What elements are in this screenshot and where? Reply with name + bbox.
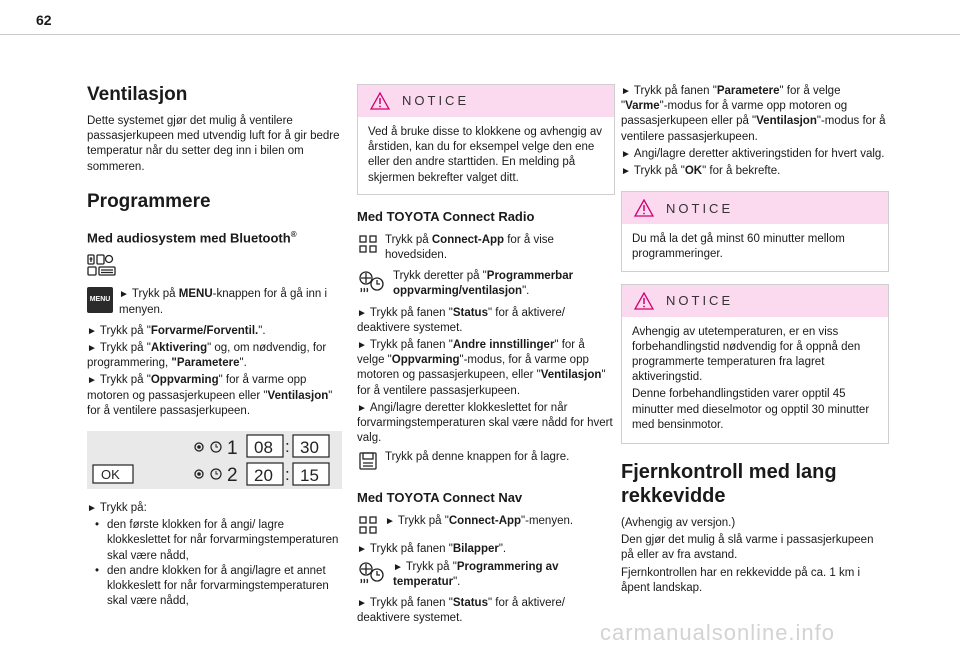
watermark: carmanualsonline.info (600, 620, 836, 645)
step-aktivering: ► Trykk på "Aktivering" og, om nødvendig, for programmering, "Parametere". (87, 341, 327, 370)
nav-step-1: ► Trykk på "Connect-App"-menyen. (357, 514, 615, 536)
svg-text::: : (285, 436, 290, 456)
svg-text::: : (285, 464, 290, 484)
bullet-first-clock: • den første klokken for å angi/ lagre klokkeslettet for når forvarmingstemperaturen skal være nådd, (91, 518, 342, 564)
step-forvarme: ► Trykk på "Forvarme/Forventil.". (87, 324, 266, 337)
heading-connect-radio: Med TOYOTA Connect Radio (357, 208, 535, 224)
clock1-number: 1 (227, 437, 238, 459)
column-1 (87, 72, 342, 609)
notice-title: NOTICE (402, 93, 470, 109)
para-ventilasjon: Dette systemet gjør det mulig å ventilere passasjerkupeen med utvendig luft for å gir bedre temperatur når du setter deg inn i bilen om sommeren. (87, 115, 340, 173)
nav-step-4: ► Trykk på fanen "Status" for å aktivere/ deaktivere systemet. (357, 597, 565, 625)
notice-body: Avhengig av utetemperaturen, er en viss forbehandlingstid nødvendig for å oppnå den programmerte temperaturen fra lagret aktiveringstid. Denne forbehandlingstiden varer opptil 45 minutter med dieselmotor og opptil 30 minutter med bensinmotor. (632, 325, 870, 431)
warning-icon (634, 199, 654, 217)
warning-icon (634, 292, 654, 310)
clock-settings-panel (87, 431, 342, 489)
nav-step-2: ► Trykk på fanen "Bilapper". (357, 543, 507, 556)
menu-button-icon: MENU (87, 287, 113, 313)
step-trykk-pa: ► Trykk på: (87, 501, 147, 514)
radio-step-4: ► Trykk på fanen "Andre innstillinger" for å velge "Oppvarming"-modus, for å varme opp motoren og passasjerkupeen, eller "Ventilasjon" for å ventilere passasjerkupeen. (357, 339, 606, 397)
heading-connect-nav: Med TOYOTA Connect Nav (357, 490, 523, 506)
apps-grid-icon (357, 233, 379, 255)
heading-remote-control: Fjernkontroll med lang rekkevidde (621, 461, 837, 508)
heading-programmere: Programmere (87, 190, 211, 212)
remote-range: Fjernkontrollen har en rekkevidde på ca. 1 km i åpent landskap. (621, 566, 861, 594)
heading-audio-bluetooth: Med audiosystem med Bluetooth® (87, 229, 297, 246)
notice-box-2 (621, 191, 889, 271)
save-icon (357, 450, 379, 472)
clock1-hour: 08 (254, 437, 273, 457)
notice-body: Ved å bruke disse to klokkene og avhengig av årstiden, kan du for eksempel velge den ene eller den andre starttiden. En melding på skjermen bekrefter valget ditt. (368, 126, 602, 184)
notice-title: NOTICE (666, 200, 734, 216)
heating-timer-icon (357, 560, 387, 586)
notice-box-3 (621, 284, 889, 444)
top-divider (0, 34, 960, 35)
clock1-minute: 30 (300, 437, 319, 457)
column-2 (357, 84, 615, 628)
clock2-number: 2 (227, 464, 238, 486)
param-step-2: ► Angi/lagre deretter aktiveringstiden for hvert valg. (621, 147, 885, 160)
clock2-hour: 20 (254, 465, 273, 485)
audio-system-icon (87, 254, 342, 281)
notice-body: Du må la det gå minst 60 minutter mellom programmeringer. (632, 233, 845, 261)
remote-version: (Avhengig av versjon.) (621, 517, 736, 530)
heating-timer-icon (357, 269, 387, 295)
radio-step-6: Trykk på denne knappen for å lagre. (357, 450, 615, 472)
apps-grid-icon (357, 514, 379, 536)
param-step-3: ► Trykk på "OK" for å bekrefte. (621, 165, 781, 178)
param-step-1: ► Trykk på fanen "Parametere" for å velge "Varme"-modus for å varme opp motoren og passasjerkupeen eller på "Ventilasjon"-modus for å ventilere passasjerkupeen. (621, 85, 886, 143)
bullet-second-clock: • den andre klokken for å angi/lagre et annet klokkeslett for når forvarmingstemperaturen skal være nådd, (91, 564, 342, 610)
radio-step-5: ► Angi/lagre deretter klokkeslettet for når forvarmingstemperaturen skal være nådd for hvert valg. (357, 401, 613, 445)
step-oppvarming: ► Trykk på "Oppvarming" for å varme opp motoren og passasjerkupeen eller "Ventilasjon" for å ventilere passasjerkupeen. (87, 374, 333, 417)
clock2-minute: 15 (300, 465, 319, 485)
column-3 (621, 84, 889, 598)
page-number: 62 (36, 12, 52, 28)
remote-description: Den gjør det mulig å slå varme i passasjerkupeen på eller av fra avstand. (621, 534, 874, 562)
nav-step-3: ► Trykk på "Programmering av temperatur". (357, 560, 615, 592)
radio-step-3: ► Trykk på fanen "Status" for å aktivere/ deaktivere systemet. (357, 306, 565, 334)
radio-step-2: Trykk deretter på "Programmerbar oppvarming/ventilasjon". (357, 269, 615, 301)
notice-box-1 (357, 84, 615, 195)
notice-title: NOTICE (666, 293, 734, 309)
heading-ventilasjon: Ventilasjon (87, 84, 188, 105)
clock-bullets (91, 518, 342, 609)
radio-step-1: Trykk på Connect-App for å vise hovedsiden. (357, 233, 615, 265)
ok-label: OK (101, 466, 120, 482)
menu-step: MENU ► Trykk på MENU-knappen for å gå inn i menyen. (87, 287, 342, 319)
warning-icon (370, 92, 390, 110)
